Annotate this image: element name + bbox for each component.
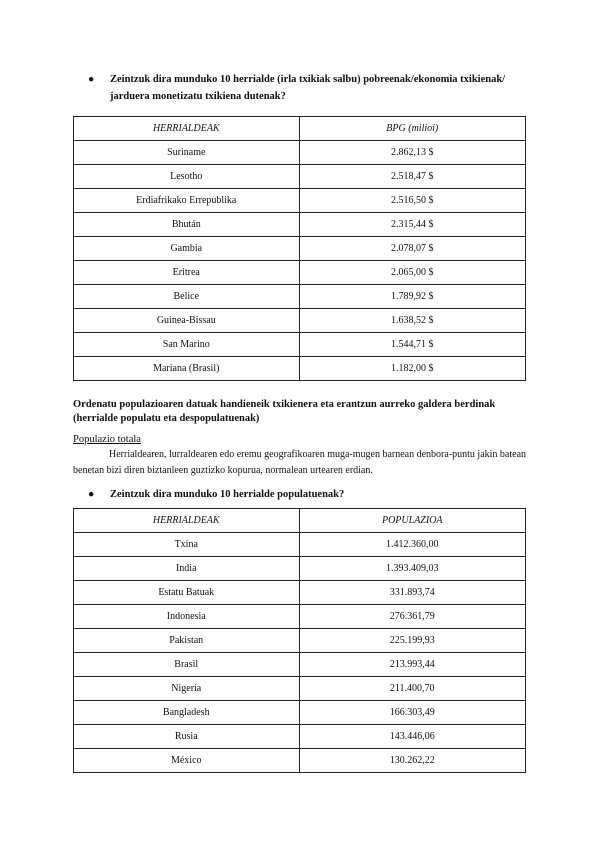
cell-country: Lesotho (74, 165, 300, 189)
cell-value: 1.638,52 $ (299, 309, 525, 333)
cell-country: Gambia (74, 237, 300, 261)
cell-value: 2.315,44 $ (299, 213, 525, 237)
cell-country: Erdiafrikako Errepublika (74, 189, 300, 213)
question-1-text: Zeintzuk dira munduko 10 herrialde (irla txikiak salbu) pobreenak/ekonomia txikienak/ jarduera monetizatu txikiena dutenak? (110, 74, 506, 102)
cell-country: Bhután (74, 213, 300, 237)
table-row (74, 261, 526, 285)
column-header-gdp: BPG (milioi) (299, 117, 525, 141)
section-title: Ordenatu populazioaren datuak handieneik txikienera eta erantzun aurreko galdera berdinak (herrialde populatu eta despopulatuenak) (73, 399, 496, 424)
column-header-country: HERRIALDEAK (74, 117, 300, 141)
cell-value: 1.789,92 $ (299, 285, 525, 309)
bullet-icon: ● (88, 74, 95, 85)
table-row (74, 677, 526, 701)
table-row (74, 213, 526, 237)
cell-value: 1.393.409,03 (299, 557, 526, 581)
column-header-country: HERRIALDEAK (74, 509, 300, 533)
cell-value: 2.065,00 $ (299, 261, 525, 285)
cell-country: Indonesia (74, 605, 300, 629)
gdp-table (73, 116, 526, 381)
question-1 (88, 71, 540, 105)
cell-value: 276.361,79 (299, 605, 526, 629)
table-row (74, 581, 526, 605)
table-row (74, 629, 526, 653)
cell-country: Txina (74, 533, 300, 557)
cell-country: Mariana (Brasil) (74, 357, 300, 381)
table-row (74, 333, 526, 357)
cell-value: 166.303,49 (299, 701, 526, 725)
table-row (74, 165, 526, 189)
question-2 (88, 486, 540, 503)
column-header-population: POPULAZIOA (299, 509, 526, 533)
cell-value: 2.518,47 $ (299, 165, 525, 189)
table-row (74, 557, 526, 581)
table-row (74, 309, 526, 333)
cell-value: 1.412.360,00 (299, 533, 526, 557)
cell-value: 2.516,50 $ (299, 189, 525, 213)
cell-country: India (74, 557, 300, 581)
cell-value: 2.862,13 $ (299, 141, 525, 165)
cell-value: 211.400,70 (299, 677, 526, 701)
table-row (74, 653, 526, 677)
cell-country: Guinea-Bissau (74, 309, 300, 333)
cell-value: 225.199,93 (299, 629, 526, 653)
table-row (74, 357, 526, 381)
population-table (73, 508, 526, 773)
cell-value: 1.544,71 $ (299, 333, 525, 357)
cell-country: México (74, 749, 300, 773)
cell-country: Estatu Batuak (74, 581, 300, 605)
cell-value: 130.262,22 (299, 749, 526, 773)
table-row (74, 285, 526, 309)
bullet-icon: ● (88, 489, 95, 500)
cell-value: 213.993,44 (299, 653, 526, 677)
cell-value: 331.893,74 (299, 581, 526, 605)
table-row (74, 237, 526, 261)
cell-country: Nigeria (74, 677, 300, 701)
table-row (74, 749, 526, 773)
table-row (74, 141, 526, 165)
cell-country: Brasil (74, 653, 300, 677)
cell-country: Pakistan (74, 629, 300, 653)
cell-country: Bangladesh (74, 701, 300, 725)
table-row (74, 605, 526, 629)
table-row (74, 701, 526, 725)
table-header-row (74, 117, 526, 141)
definition-paragraph: Herrialdearen, lurraldearen edo eremu geografikoaren muga-mugen barnean denbora-puntu jakin batean benetan bizi diren biztanleen guztizko kopurua, normalean urtearen erdian. (73, 449, 527, 476)
table-row (74, 189, 526, 213)
table-header-row (74, 509, 526, 533)
cell-country: Suriname (74, 141, 300, 165)
cell-value: 2.078,07 $ (299, 237, 525, 261)
table-row (74, 533, 526, 557)
cell-country: San Marino (74, 333, 300, 357)
cell-country: Belice (74, 285, 300, 309)
subheading-total-population: Populazio totala (73, 434, 141, 445)
cell-country: Eritrea (74, 261, 300, 285)
cell-country: Rusia (74, 725, 300, 749)
table-row (74, 725, 526, 749)
question-2-text: Zeintzuk dira munduko 10 herrialde populatuenak? (110, 489, 345, 500)
cell-value: 1.182,00 $ (299, 357, 525, 381)
cell-value: 143.446,06 (299, 725, 526, 749)
